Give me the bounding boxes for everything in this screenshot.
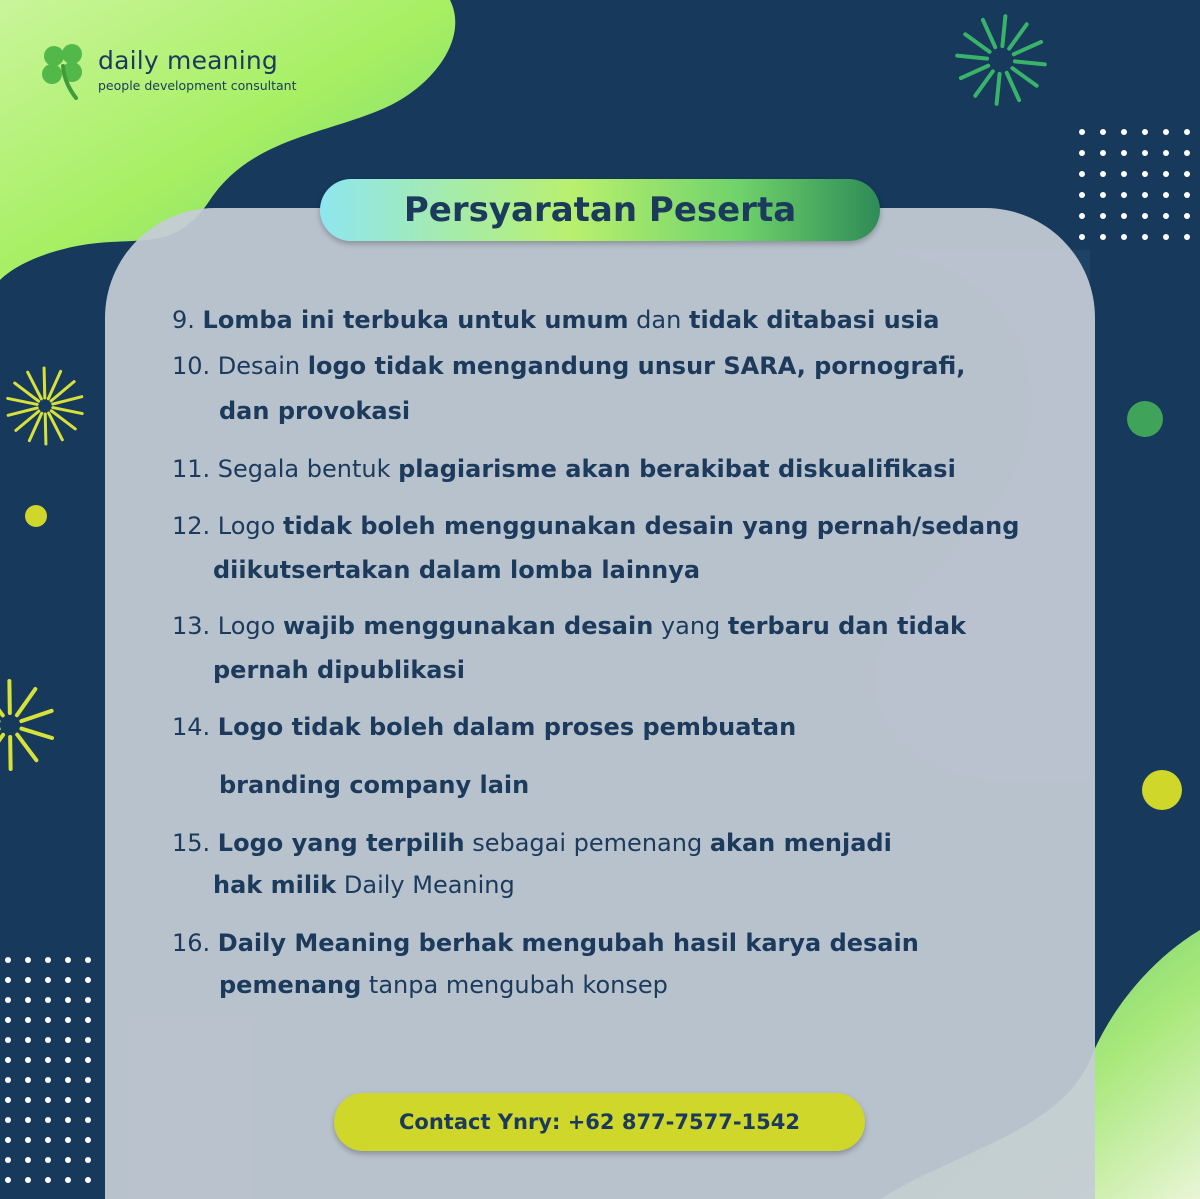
dot <box>1100 171 1106 177</box>
dot <box>1121 234 1127 240</box>
firework-icon <box>0 681 52 769</box>
dot <box>5 1077 11 1083</box>
dot <box>45 1117 51 1123</box>
dot <box>25 1117 31 1123</box>
requirement-9-line-1 <box>172 306 939 334</box>
dot <box>1079 171 1085 177</box>
contact-banner <box>334 1093 865 1151</box>
dot <box>45 957 51 963</box>
dot <box>5 1097 11 1103</box>
dot <box>65 1117 71 1123</box>
firework-ray <box>957 56 987 59</box>
requirement-12-line-2 <box>213 556 700 584</box>
regular-text: 15. <box>172 829 218 857</box>
dot <box>1142 213 1148 219</box>
firework-ray <box>961 66 988 78</box>
dot <box>5 977 11 983</box>
regular-text: sebagai pemenang <box>464 829 710 857</box>
dot <box>1079 234 1085 240</box>
clover-logo-icon <box>36 40 92 100</box>
dot <box>1163 171 1169 177</box>
dot <box>5 1117 11 1123</box>
requirement-12-line-1 <box>172 512 1019 540</box>
accent-circle-lime <box>1142 770 1182 810</box>
bold-text: plagiarisme akan berakibat diskualifikasi <box>398 455 956 483</box>
firework-ray <box>1009 24 1027 48</box>
firework-icon <box>957 16 1045 104</box>
dot <box>5 1017 11 1023</box>
dot <box>1184 150 1190 156</box>
dot <box>85 1017 91 1023</box>
dot <box>85 1057 91 1063</box>
dot <box>1184 192 1190 198</box>
dot <box>1121 171 1127 177</box>
regular-text: 11. Segala bentuk <box>172 455 399 483</box>
dot <box>1079 150 1085 156</box>
dot <box>65 1017 71 1023</box>
dot <box>1100 150 1106 156</box>
dot <box>85 1137 91 1143</box>
requirement-11-line-1 <box>172 455 956 483</box>
requirement-15-line-2 <box>213 871 515 899</box>
dot <box>1184 129 1190 135</box>
regular-text: dan <box>628 306 689 334</box>
dot <box>65 1097 71 1103</box>
dot <box>45 1177 51 1183</box>
dot <box>45 1017 51 1023</box>
firework-ray <box>983 20 995 47</box>
regular-text: 10. Desain <box>172 352 308 380</box>
dot <box>1100 234 1106 240</box>
regular-text: 13. Logo <box>172 612 283 640</box>
dot <box>1121 213 1127 219</box>
dot <box>65 1077 71 1083</box>
dot <box>25 997 31 1003</box>
dot <box>45 1097 51 1103</box>
accent-circle-green <box>1127 401 1163 437</box>
requirement-16-line-1 <box>172 929 919 957</box>
dot <box>1121 150 1127 156</box>
dot <box>65 1177 71 1183</box>
firework-ray <box>965 34 989 52</box>
bold-text: dan provokasi <box>219 397 411 425</box>
regular-text: yang <box>653 612 728 640</box>
regular-text: 16. <box>172 929 218 957</box>
brand-logo <box>36 40 336 100</box>
firework-ray <box>1007 73 1019 100</box>
dot <box>1163 150 1169 156</box>
dot <box>5 1137 11 1143</box>
bold-text: diikutsertakan dalam lomba lainnya <box>213 556 701 584</box>
dot <box>1184 171 1190 177</box>
dot <box>85 997 91 1003</box>
requirement-10-line-1 <box>172 352 965 380</box>
dot <box>85 1157 91 1163</box>
dot <box>5 957 11 963</box>
dot <box>1142 150 1148 156</box>
dot <box>45 1037 51 1043</box>
firework-icon <box>8 368 82 444</box>
dot <box>85 1177 91 1183</box>
dot <box>1079 129 1085 135</box>
bold-text: branding company lain <box>219 771 530 799</box>
bold-text: Daily Meaning berhak mengubah hasil karya desain <box>217 929 919 957</box>
dot <box>5 997 11 1003</box>
dot <box>45 1137 51 1143</box>
dot <box>1142 234 1148 240</box>
dot <box>5 1037 11 1043</box>
dot-pattern-bottom-left <box>5 957 91 1183</box>
regular-text: tanpa mengubah konsep <box>361 971 668 999</box>
dot <box>5 1177 11 1183</box>
brand-name: daily meaning <box>98 46 278 75</box>
dot <box>85 1077 91 1083</box>
dot <box>85 977 91 983</box>
regular-text: 12. Logo <box>172 512 283 540</box>
firework-ray <box>45 414 46 444</box>
bold-text: akan menjadi <box>709 829 892 857</box>
dot <box>25 1097 31 1103</box>
requirement-15-line-1 <box>172 829 892 857</box>
dot <box>25 957 31 963</box>
accent-circle-lime <box>25 505 47 527</box>
firework-ray <box>1002 16 1005 46</box>
requirement-16-line-2 <box>219 971 668 999</box>
dot <box>45 977 51 983</box>
dot <box>65 1137 71 1143</box>
dot <box>25 1037 31 1043</box>
dot <box>45 1077 51 1083</box>
firework-ray <box>0 690 3 716</box>
dot <box>45 1157 51 1163</box>
requirement-10-line-2 <box>219 397 410 425</box>
bold-text: Lomba ini terbuka untuk umum <box>202 306 629 334</box>
firework-ray <box>21 729 52 738</box>
dot <box>85 1097 91 1103</box>
firework-ray <box>1012 68 1036 86</box>
dot <box>45 1057 51 1063</box>
requirement-13-line-2 <box>213 656 465 684</box>
dot <box>1184 234 1190 240</box>
bold-text: hak milik <box>213 871 337 899</box>
contact-text: Contact Ynry: +62 877-7577-1542 <box>399 1110 800 1134</box>
dot <box>1163 213 1169 219</box>
bold-text: wajib menggunakan desain <box>282 612 654 640</box>
dot <box>65 1037 71 1043</box>
firework-ray <box>21 711 51 721</box>
dot <box>1163 192 1169 198</box>
dot <box>5 1157 11 1163</box>
dot <box>1100 213 1106 219</box>
bold-text: logo tidak mengandung unsur SARA, pornografi, <box>307 352 966 380</box>
requirement-14-line-1 <box>172 713 796 741</box>
bold-text: tidak boleh menggunakan desain yang pernah/sedang <box>282 512 1020 540</box>
dot <box>1100 192 1106 198</box>
requirement-14-line-2 <box>219 771 529 799</box>
dot <box>25 1137 31 1143</box>
bold-text: terbaru dan tidak <box>727 612 967 640</box>
firework-ray <box>1014 42 1041 54</box>
bold-text: pemenang <box>219 971 362 999</box>
dot <box>25 1157 31 1163</box>
dot <box>1142 192 1148 198</box>
dot <box>45 997 51 1003</box>
firework-ray <box>53 408 82 414</box>
dot <box>1184 213 1190 219</box>
bold-text: tidak ditabasi usia <box>688 306 940 334</box>
dot <box>25 977 31 983</box>
dot <box>1121 192 1127 198</box>
bold-text: Logo yang terpilih <box>217 829 465 857</box>
dot <box>65 957 71 963</box>
dot <box>25 1177 31 1183</box>
regular-text: Daily Meaning <box>336 871 515 899</box>
dot <box>1079 192 1085 198</box>
firework-ray <box>975 71 993 95</box>
firework-ray <box>8 398 37 404</box>
dot <box>1079 213 1085 219</box>
regular-text: 9. <box>172 306 203 334</box>
requirement-13-line-1 <box>172 612 966 640</box>
dot <box>65 997 71 1003</box>
firework-ray <box>17 689 35 715</box>
firework-ray <box>44 368 45 398</box>
dot <box>85 1117 91 1123</box>
brand-tagline: people development consultant <box>98 78 297 93</box>
dot <box>1163 129 1169 135</box>
dot-pattern-top-right <box>1079 129 1190 240</box>
dot <box>65 1157 71 1163</box>
firework-ray <box>1015 61 1045 64</box>
dot <box>85 957 91 963</box>
bold-text: Logo tidak boleh dalam proses pembuatan <box>217 713 797 741</box>
bold-text: pernah dipublikasi <box>213 656 465 684</box>
dot <box>25 1077 31 1083</box>
dot <box>85 1037 91 1043</box>
dot <box>5 1057 11 1063</box>
dot <box>1121 129 1127 135</box>
dot <box>1142 129 1148 135</box>
dot <box>65 977 71 983</box>
dot <box>1142 171 1148 177</box>
dot <box>1163 234 1169 240</box>
title-banner <box>320 179 880 241</box>
page-title: Persyaratan Peserta <box>403 190 797 230</box>
firework-ray <box>0 735 3 761</box>
dot <box>1100 129 1106 135</box>
dot <box>65 1057 71 1063</box>
firework-ray <box>997 74 1000 104</box>
dot <box>25 1017 31 1023</box>
regular-text: 14. <box>172 713 218 741</box>
dot <box>25 1057 31 1063</box>
firework-ray <box>17 735 36 761</box>
